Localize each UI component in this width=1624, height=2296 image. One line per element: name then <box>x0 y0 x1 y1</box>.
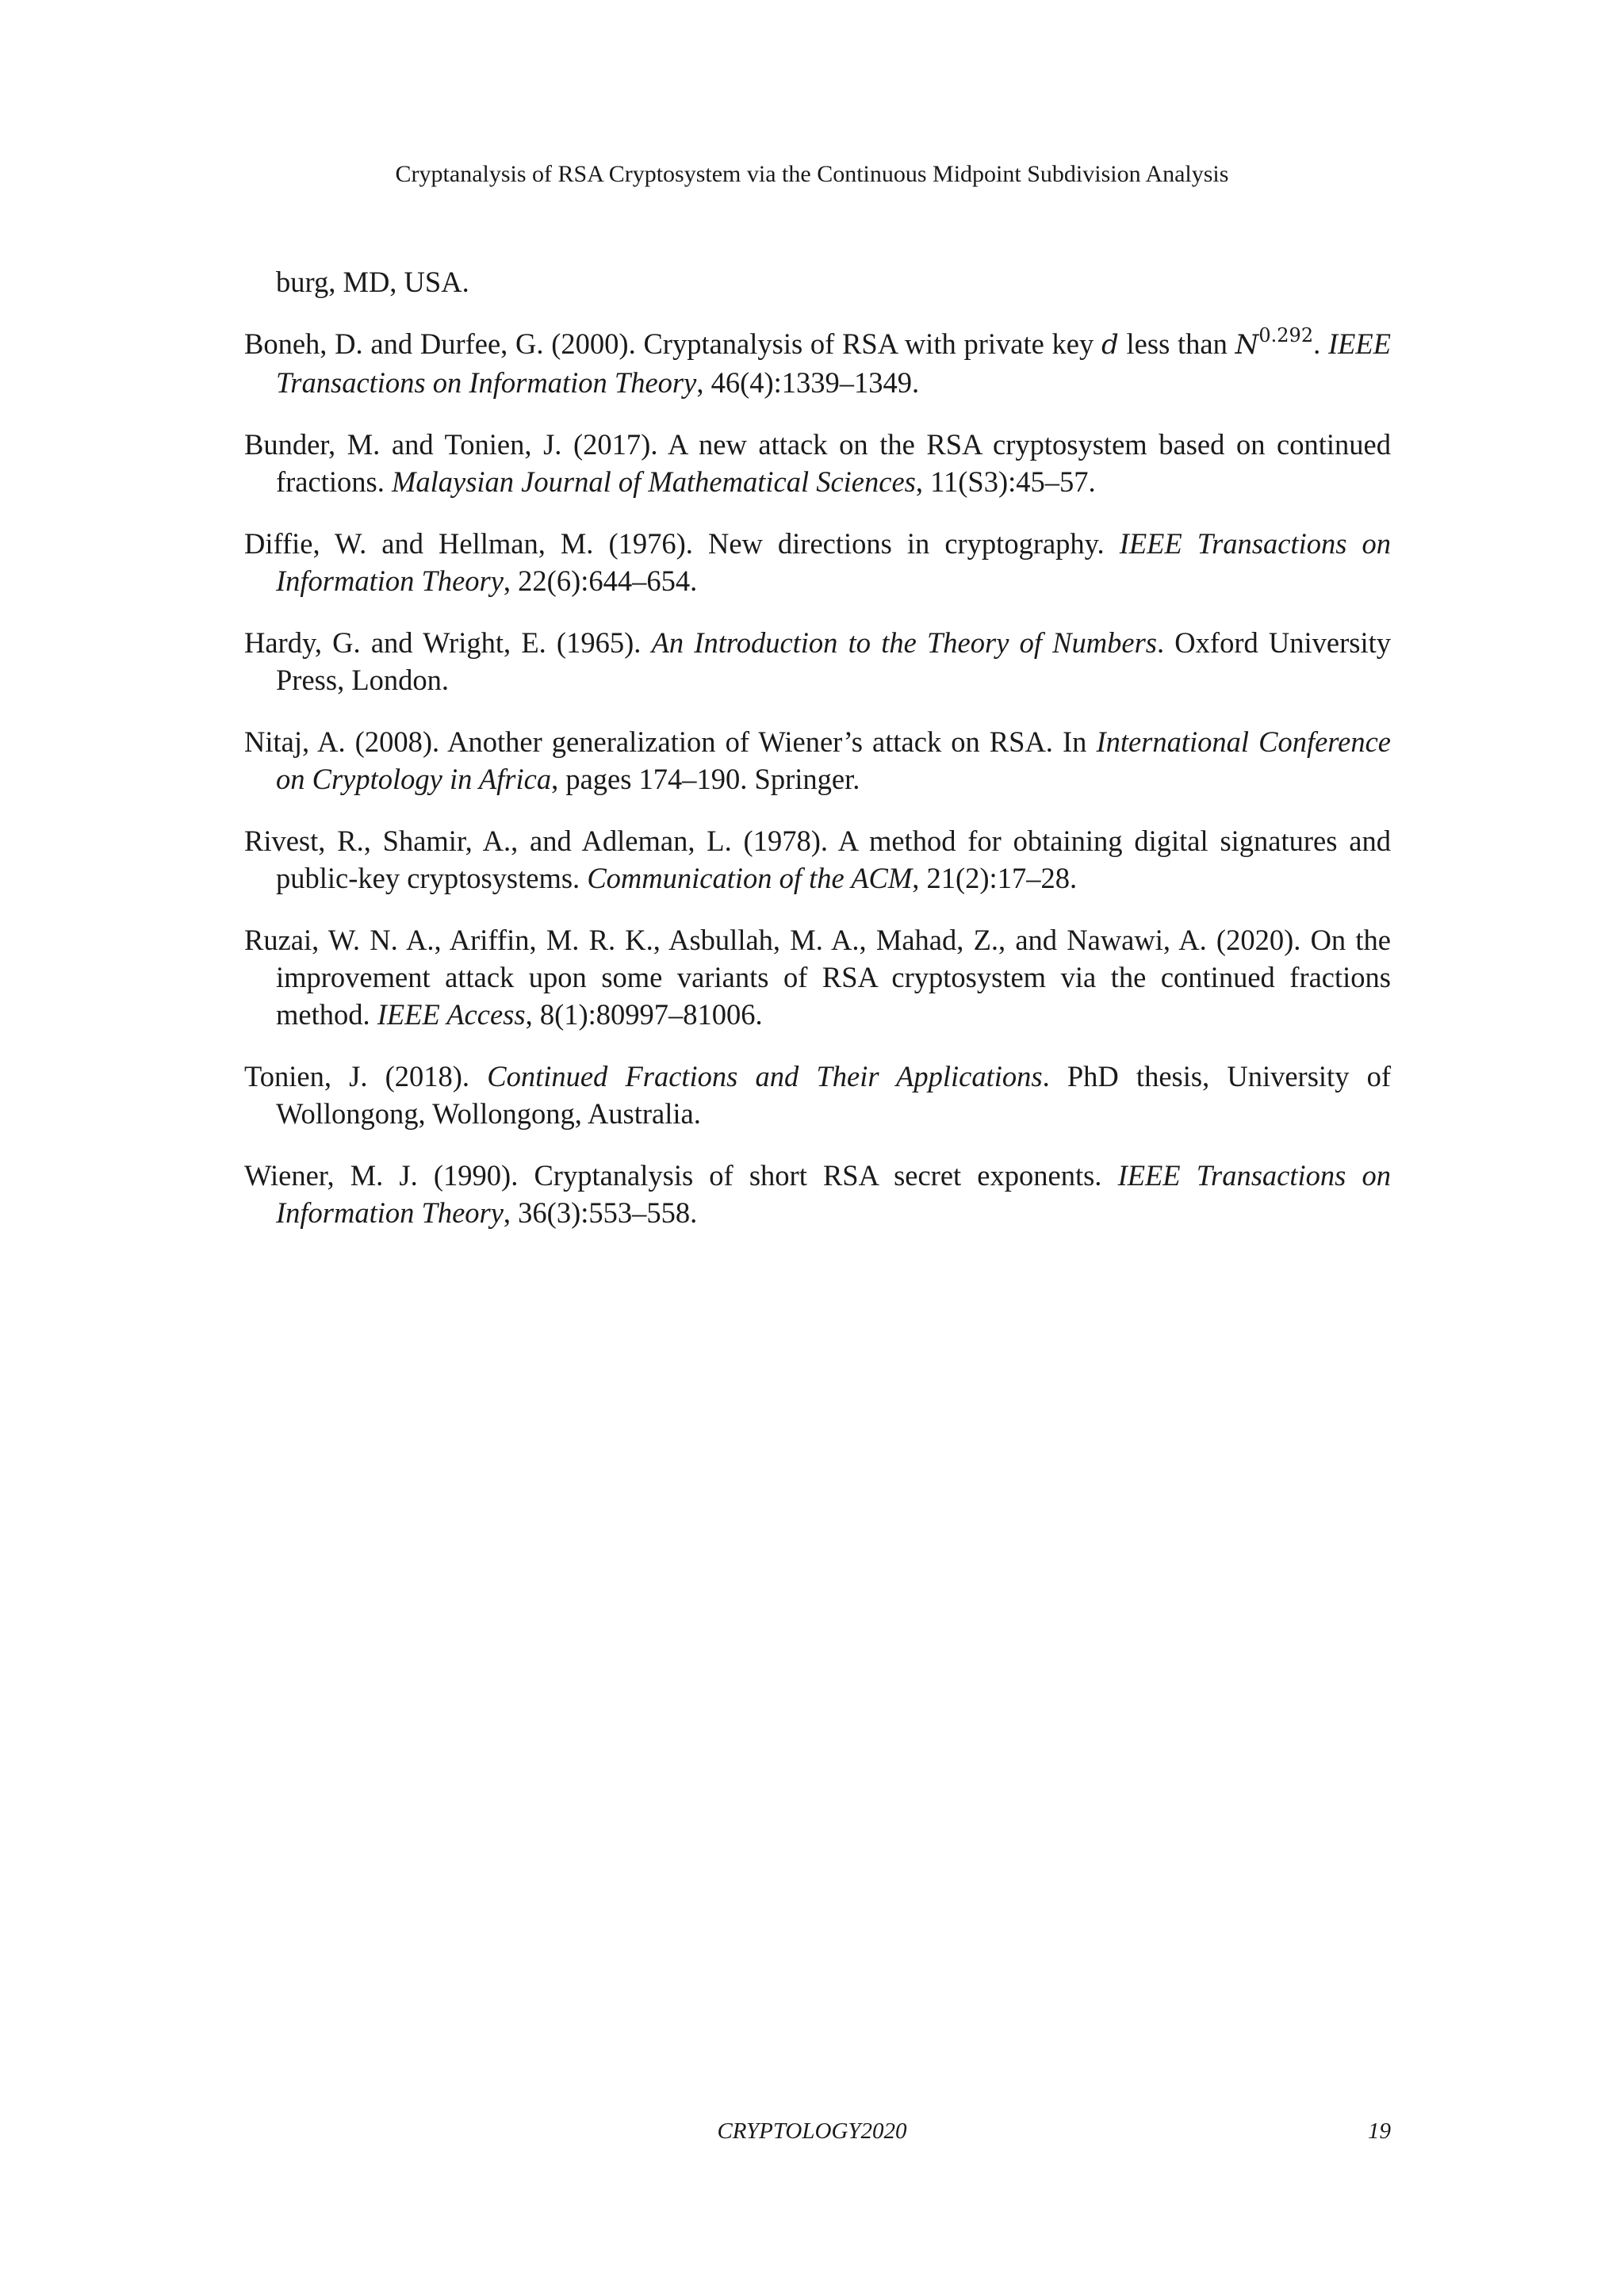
reference-tonien-details: . PhD thesis, University of Wollongong, Wollongong, Australia. <box>276 1060 1392 1130</box>
reference-hardy-details: . Oxford University Press, London. <box>276 626 1392 696</box>
reference-boneh-text-mid: less than <box>1118 327 1235 360</box>
reference-ruzai <box>244 921 1391 1033</box>
reference-boneh-period: . <box>1313 327 1321 360</box>
reference-boneh-journal: IEEE Transactions on Information Theory <box>276 327 1392 399</box>
reference-nitaj-details: , pages 174–190. Springer. <box>551 763 860 795</box>
reference-wiener-journal: IEEE Transactions on Information Theory <box>276 1159 1391 1229</box>
page-number: 19 <box>1368 2118 1391 2144</box>
reference-wiener <box>244 1157 1391 1231</box>
reference-tonien-text: Tonien, J. (2018). <box>244 1060 488 1093</box>
reference-boneh-text: Boneh, D. and Durfee, G. (2000). Cryptanalysis of RSA with private key <box>244 327 1102 360</box>
math-variable-n: N <box>1235 329 1259 361</box>
reference-bunder-journal: Malaysian Journal of Mathematical Sciences <box>391 465 916 498</box>
reference-hardy <box>244 624 1391 698</box>
reference-rivest-text: Rivest, R., Shamir, A., and Adleman, L. (1978). A method for obtaining digital signatures and public-key cryptosystems. <box>244 825 1391 894</box>
reference-list <box>244 263 1391 1256</box>
reference-boneh-details: , 46(4):1339–1349. <box>696 366 920 399</box>
reference-nitaj-venue: International Conference on Cryptology in Africa <box>276 725 1391 795</box>
reference-nitaj-text: Nitaj, A. (2008). Another generalization of Wiener’s attack on RSA. In <box>244 725 1097 758</box>
reference-rivest-details: , 21(2):17–28. <box>912 862 1078 894</box>
reference-bunder <box>244 426 1391 500</box>
reference-hardy-text: Hardy, G. and Wright, E. (1965). <box>244 626 652 659</box>
reference-diffie-details: , 22(6):644–654. <box>503 564 698 597</box>
reference-tonien-book: Continued Fractions and Their Applications <box>487 1060 1043 1093</box>
reference-hardy-book: An Introduction to the Theory of Numbers <box>651 626 1157 659</box>
reference-diffie <box>244 525 1391 599</box>
reference-diffie-text: Diffie, W. and Hellman, M. (1976). New directions in cryptography. <box>244 527 1120 560</box>
reference-rivest-journal: Communication of the ACM <box>587 862 913 894</box>
reference-ruzai-details: , 8(1):80997–81006. <box>525 998 763 1031</box>
reference-continuation: burg, MD, USA. <box>276 266 469 298</box>
reference-nitaj <box>244 723 1391 798</box>
reference-bunder-details: , 11(S3):45–57. <box>915 465 1096 498</box>
math-exponent: 0.292 <box>1258 324 1314 346</box>
reference-diffie-journal: IEEE Transactions on Information Theory <box>276 527 1391 597</box>
reference-wiener-text: Wiener, M. J. (1990). Cryptanalysis of short RSA secret exponents. <box>244 1159 1118 1192</box>
reference-boneh <box>244 325 1391 401</box>
reference-ruzai-journal: IEEE Access <box>377 998 526 1031</box>
reference-bunder-text: Bunder, M. and Tonien, J. (2017). A new attack on the RSA cryptosystem based on continued fractions. <box>244 428 1391 498</box>
footer-journal-name: CRYPTOLOGY2020 <box>717 2118 907 2144</box>
running-header: Cryptanalysis of RSA Cryptosystem via the Continuous Midpoint Subdivision Analysis <box>395 161 1229 187</box>
reference-wiener-details: , 36(3):553–558. <box>503 1196 698 1229</box>
math-variable-d: d <box>1101 329 1119 361</box>
reference-rivest <box>244 822 1391 897</box>
reference-tonien <box>244 1058 1391 1132</box>
reference-ruzai-text: Ruzai, W. N. A., Ariffin, M. R. K., Asbullah, M. A., Mahad, Z., and Nawawi, A. (2020). On the improvement attack upon some variants of RSA cryptosystem via the continued fractions method. <box>244 924 1391 1031</box>
